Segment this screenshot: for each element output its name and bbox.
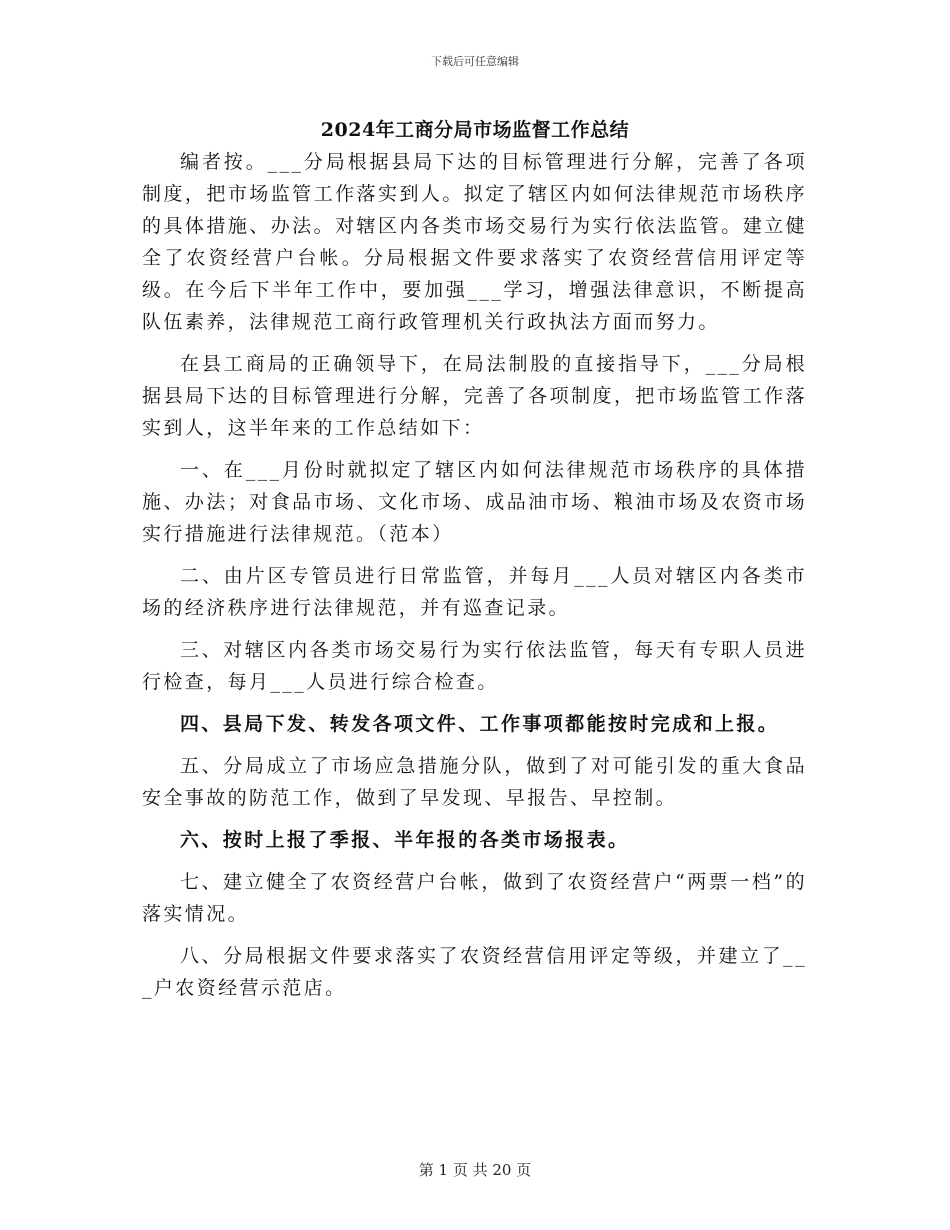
- page-number: 第 1 页 共 20 页: [418, 1161, 532, 1179]
- paragraph-item-4: 四、县局下发、转发各项文件、工作事项都能按时完成和上报。: [180, 713, 780, 735]
- paragraph-item-1: 一、在___月份时就拟定了辖区内如何法律规范市场秩序的具体措施、办法；对食品市场、文化市场、成品油市场、粮油市场及农资市场实行措施进行法律规范。（范本）: [142, 459, 807, 545]
- paragraph-item-6: 六、按时上报了季报、半年报的各类市场报表。: [180, 829, 630, 851]
- document-title: 2024年工商分局市场监督工作总结: [320, 119, 630, 141]
- paragraph-item-3: 三、对辖区内各类市场交易行为实行依法监管，每天有专职人员进行检查，每月___人员进行综合检查。: [142, 639, 807, 693]
- paragraph-item-8: 八、分局根据文件要求落实了农资经营信用评定等级，并建立了___户农资经营示范店。: [142, 945, 807, 999]
- paragraph-item-2: 二、由片区专管员进行日常监管，并每月___人员对辖区内各类市场的经济秩序进行法律规范，并有巡查记录。: [142, 565, 807, 619]
- paragraph-intro: 在县工商局的正确领导下，在局法制股的直接指导下，___分局根据县局下达的目标管理进行分解，完善了各项制度，把市场监管工作落实到人，这半年来的工作总结如下：: [142, 353, 807, 439]
- paragraph-item-7: 七、建立健全了农资经营户台帐，做到了农资经营户“两票一档”的落实情况。: [142, 871, 807, 925]
- header-note: 下载后可任意编辑: [431, 55, 519, 68]
- paragraph-editor-note: 编者按。___分局根据县局下达的目标管理进行分解，完善了各项制度，把市场监管工作落实到人。拟定了辖区内如何法律规范市场秩序的具体措施、办法。对辖区内各类市场交易行为实行依法监管。建立健全了农资经营户台帐。分局根据文件要求落实了农资经营信用评定等级。在今后下半年工作中，要加强___学习，增强法律意识，不断提高队伍素养，法律规范工商行政管理机关行政执法方面而努力。: [142, 151, 807, 333]
- paragraph-item-5: 五、分局成立了市场应急措施分队，做到了对可能引发的重大食品安全事故的防范工作，做到了早发现、早报告、早控制。: [142, 755, 807, 809]
- document-body: [142, 146, 807, 1014]
